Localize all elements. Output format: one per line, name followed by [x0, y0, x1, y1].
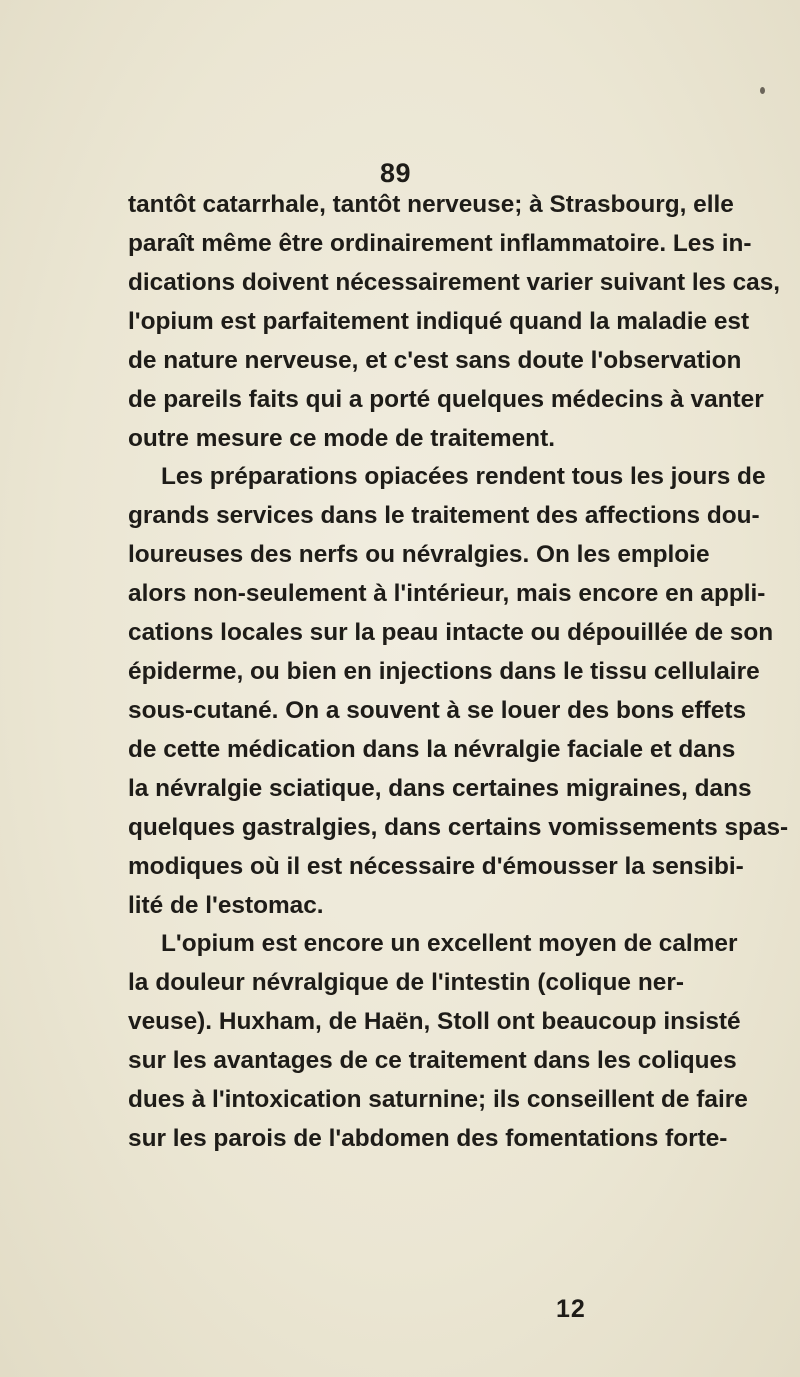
text-line: de nature nerveuse, et c'est sans doute l'observation: [128, 347, 742, 374]
page-number: 89: [380, 158, 412, 188]
text-line: sur les parois de l'abdomen des fomentations forte-: [128, 1125, 728, 1152]
text-line: quelques gastralgies, dans certains vomissements spas-: [128, 814, 789, 841]
text-line: tantôt catarrhale, tantôt nerveuse; à Strasbourg, elle: [128, 191, 734, 218]
text-line: lité de l'estomac.: [128, 892, 324, 919]
text-line: outre mesure ce mode de traitement.: [128, 425, 555, 452]
paragraph-start-line: L'opium est encore un excellent moyen de calmer: [161, 930, 738, 957]
text-line: sur les avantages de ce traitement dans les coliques: [128, 1047, 737, 1074]
text-line: paraît même être ordinairement inflammatoire. Les in-: [128, 230, 752, 257]
ink-speck: [760, 87, 765, 94]
paragraph-start-line: Les préparations opiacées rendent tous les jours de: [161, 463, 766, 490]
text-line: modiques où il est nécessaire d'émousser la sensibi-: [128, 853, 744, 880]
text-line: la névralgie sciatique, dans certaines migraines, dans: [128, 775, 752, 802]
text-line: grands services dans le traitement des affections dou-: [128, 502, 760, 529]
text-line: dications doivent nécessairement varier suivant les cas,: [128, 269, 781, 296]
text-line: alors non-seulement à l'intérieur, mais encore en appli-: [128, 580, 766, 607]
text-line: la douleur névralgique de l'intestin (colique ner-: [128, 969, 684, 996]
text-line: veuse). Huxham, de Haën, Stoll ont beaucoup insisté: [128, 1008, 741, 1035]
text-line: l'opium est parfaitement indiqué quand la maladie est: [128, 308, 750, 335]
signature-mark: 12: [556, 1295, 586, 1323]
text-line: sous-cutané. On a souvent à se louer des bons effets: [128, 697, 747, 724]
text-line: loureuses des nerfs ou névralgies. On les emploie: [128, 541, 710, 568]
text-line: épiderme, ou bien en injections dans le tissu cellulaire: [128, 658, 760, 685]
text-line: de pareils faits qui a porté quelques médecins à vanter: [128, 386, 764, 413]
text-line: de cette médication dans la névralgie faciale et dans: [128, 736, 736, 763]
text-line: cations locales sur la peau intacte ou dépouillée de son: [128, 619, 774, 646]
text-line: dues à l'intoxication saturnine; ils conseillent de faire: [128, 1086, 748, 1113]
